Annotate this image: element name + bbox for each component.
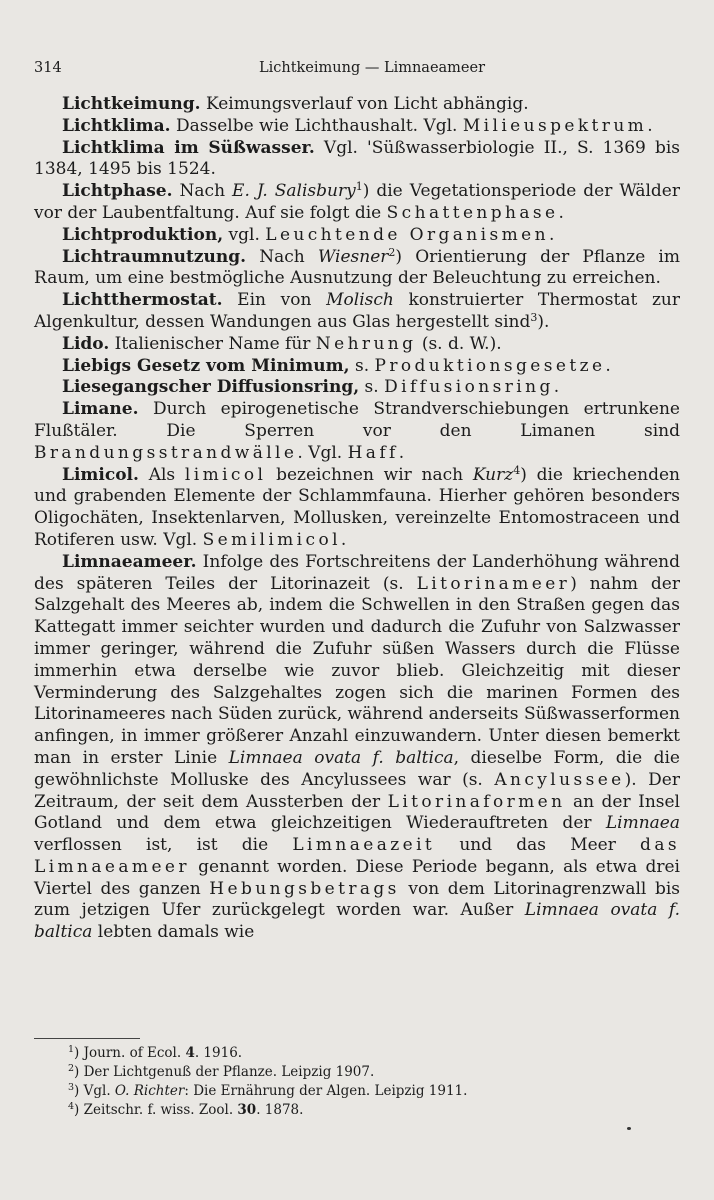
entry-lichtraumnutzung [34,247,680,291]
footnote-text: . 1916. [194,1045,243,1061]
footnote-text: . 1878. [256,1102,304,1118]
definition-text: ) die Vegetationsperiode der Wälder vor der Laubentfaltung. Auf sie folgt die [34,181,680,223]
definition-text: ) Orientierung der Pflanze im Raum, um eine bestmögliche Ausnutzung der Beleuchtung zu erreichen. [34,246,680,289]
dictionary-text [34,94,680,944]
definition-text: . [548,224,555,245]
headword: Limnaeameer. [62,551,197,572]
author-name: O. Richter [114,1083,185,1099]
cross-reference: Milieuspektrum [462,115,648,136]
footnote-2 [68,1063,678,1082]
headword: Lichtklima im Süßwasser. [62,137,315,158]
author-name: E. J. Salisbury [232,181,356,202]
cross-reference: Semilimicol [202,529,341,550]
author-name: Molisch [326,290,394,311]
entry-liesegang [34,377,680,399]
cross-reference: Haff [347,442,399,463]
cross-reference: Diffusionsring [384,377,554,398]
definition-text: Infolge des Fortschreitens der Landerhöhung während des späteren Teiles der Litorinazeit (s. [34,551,680,594]
footnote-1 [68,1044,678,1063]
definition-text: s. [359,377,385,398]
definition-text: (s. d. W.). [416,333,502,354]
cross-reference: Produktionsgesetze [374,355,606,376]
definition: Keimungsverlauf von Licht abhängig. [200,94,529,114]
cross-reference: Litorinameer [416,573,571,594]
entry-lichtthermostat [34,290,680,334]
footnotes [68,1044,678,1120]
definition-text: , dieselbe Form, die die gewöhnlichste Molluske des Ancylussees war (s. [34,747,680,790]
entry-limicol [34,465,680,552]
headword: Limicol. [62,464,139,485]
entry-lido [34,334,680,356]
definition-text: genannt worden. Diese Periode begann, als etwa drei Viertel des ganzen [34,856,680,899]
definition-text: Durch epirogenetische Strandverschiebungen ertrunkene Flußtäler. Die Sperren vor den Limanen sind [34,399,680,441]
cross-reference: Leuchtende Organismen [265,224,549,245]
footnote-text: : Die Ernährung der Algen. Leipzig 1911. [184,1083,468,1099]
entry-lichtklima [34,116,680,138]
definition-text: bezeichnen wir nach [266,464,473,485]
headword: Liesegangscher Diffusionsring, [62,377,360,398]
definition-text: Nach [172,181,233,202]
entry-limnaeameer [34,552,680,944]
entry-lichtkeimung [34,94,680,116]
cross-reference: Nehrung [315,333,417,354]
definition-text: . [647,115,653,136]
headword: Lido. [62,333,110,354]
footnote-mark: 4 [68,1101,75,1112]
definition-text: . [553,377,560,398]
cross-reference: Litorinaformen [387,791,566,812]
definition-text: s. [349,355,375,376]
headword: Liebigs Gesetz vom Minimum, [62,355,350,376]
definition-text: lebten damals wie [92,922,255,943]
definition-text: an der Insel Gotland und dem etwa gleichzeitigen Wiederauftreten der [34,791,680,834]
definition-text: ) die kriechenden und grabenden Elemente der Schlammfauna. Hierher gehören besonders Oligochäten, Insektenlarven, Mollusken, vereinzelte Entomostraceen und Rotiferen usw. Vgl. [34,464,680,550]
definition-text: vgl. [223,224,266,245]
footnote-text: ) Vgl. [74,1083,115,1099]
entry-limane [34,399,680,464]
entry-lichtklima-suesswasser [34,138,680,182]
running-title: Lichtkeimung — Limnaeameer [258,60,486,76]
definition-text: Italienischer Name für [109,333,316,354]
headword: Limane. [62,399,139,420]
footnote-rule [34,1038,140,1039]
cross-reference: Schattenphase [386,202,559,223]
headword: Lichtkeimung. [62,94,201,114]
definition-text: Dasselbe wie Lichthaushalt. Vgl. [170,115,463,136]
term: limicol [184,464,267,485]
definition-text: Als [138,464,185,485]
footnote-ref: 2 [388,245,396,259]
cross-reference: Ancylussee [494,769,625,790]
species-name: Limnaea ovata f. baltica [34,900,680,943]
definition-text: verflossen ist, ist die [34,835,293,856]
definition: Vgl. 'Süßwasserbiologie II., S. 1369 bis 1384, 1495 bis 1524. [34,137,680,180]
footnote-text: ) Journ. of Ecol. [74,1045,186,1061]
footnote-3 [68,1082,678,1101]
volume-number: 4 [185,1045,195,1061]
footnote-text: ) Der Lichtgenuß der Pflanze. Leipzig 1907. [74,1064,375,1080]
print-speck [627,1127,631,1130]
headword: Lichtraumnutzung. [62,246,247,267]
footnote-mark: 2 [68,1063,75,1074]
definition-text: . Vgl. [297,442,348,463]
species-name: Limnaea [605,813,680,834]
footnote-ref: 4 [513,463,521,477]
cross-reference: Hebungsbetrags [209,878,400,899]
page-number: 314 [34,60,62,76]
species-name: Limnaea ovata f. baltica [228,747,454,768]
definition-text: . [398,442,405,463]
entry-liebigs-gesetz [34,356,680,378]
definition-text: konstruierter Thermostat zur Algenkultur, dessen Wandungen aus Glas hergestellt sind [34,290,680,332]
footnote-mark: 1 [68,1044,75,1055]
footnote-text: ) Zeitschr. f. wiss. Zool. [74,1102,238,1118]
cross-reference: Limnaeazeit [292,835,436,856]
volume-number: 30 [237,1102,257,1118]
page-header [34,60,680,82]
definition-text: Nach [246,246,318,267]
footnote-4 [68,1101,678,1120]
definition-text: . [558,202,564,223]
footnote-mark: 3 [68,1082,75,1093]
definition-text: und das Meer [435,835,641,856]
footnote-ref: 3 [530,310,538,324]
entry-lichtproduktion [34,225,680,247]
definition-text: Ein von [222,290,327,311]
headword: Lichtthermostat. [62,290,223,311]
definition-text: . [605,355,611,376]
cross-reference: Brandungsstrandwälle [34,442,298,463]
entry-lichtphase [34,181,680,225]
footnote-ref: 1 [355,180,363,194]
headword: Lichtphase. [62,181,173,202]
definition-text: ) nahm der Salzgehalt des Meeres ab, indem die Schwellen in den Straßen gegen das Kattegatt immer seichter wurden und dadurch die Zufuhr von Salzwasser immer geringer, während die Zufuhr süßen Wassers durch die Flüsse immerhin etwa derselbe wie zuvor blieb. Gleichzeitig mit dieser Verminderung des Salzgehaltes zogen sich die marinen Formen des Litorinameeres nach Süden zurück, während anderseits Süßwasserformen anfingen, in immer größerer Anzahl einzuwandern. Unter diesen bemerkt man in erster Linie [34,573,680,768]
definition-text: von dem Litorinagrenzwall bis zum jetzigen Ufer zurückgelegt worden war. Außer [34,878,680,921]
headword: Lichtproduktion, [62,224,224,245]
definition-text: ). [537,311,550,332]
definition-text: ). Der Zeitraum, der seit dem Aussterben der [34,769,680,812]
headword: Lichtklima. [62,115,171,136]
author-name: Wiesner [317,246,389,267]
definition-text: . [340,529,347,550]
author-name: Kurz [472,464,514,485]
cross-reference: das Limnaeameer [34,835,680,877]
